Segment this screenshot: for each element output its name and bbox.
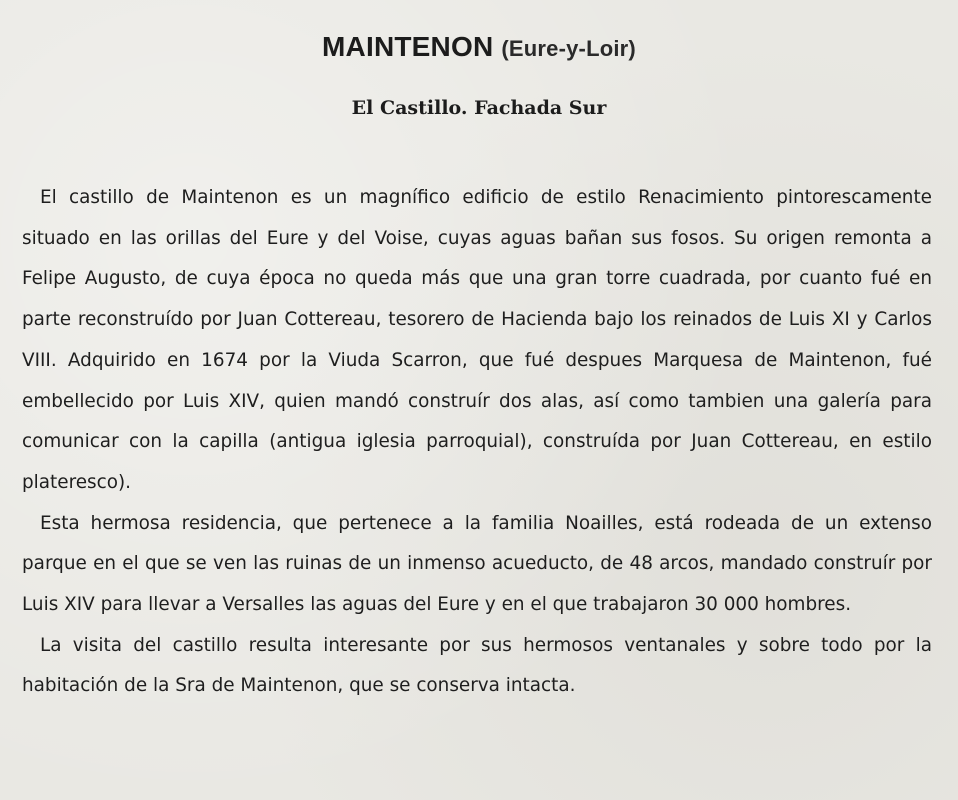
title-region: (Eure-y-Loir) [501,36,636,61]
paragraph-visit: La visita del castillo resulta interesante por sus hermosos ventanales y sobre todo por la habitación de la Sra de Maintenon, que se conserva intacta. [22,634,932,697]
body-text [22,178,932,707]
paragraph-history: El castillo de Maintenon es un magnífico edificio de estilo Renacimiento pintorescamente situado en las orillas del Eure y del Voise, cuyas aguas bañan sus fosos. Su origen remonta a Felipe Augusto, de cuya época no queda más que una gran torre cuadrada, por cuanto fué en parte reconstruído por Juan Cottereau, tesorero de Hacienda bajo los reinados de Luis XI y Carlos VIII. Adquirido en 1674 por la Viuda Scarron, que fué despues Marquesa de Maintenon, fué embellecido por Luis XIV, quien mandó construír dos alas, así como tambien una galería para comunicar con la capilla (antigua iglesia parroquial), construída por Juan Cottereau, en estilo plateresco). [22,187,932,493]
paragraph-park: Esta hermosa residencia, que pertenece a la familia Noailles, está rodeada de un extenso parque en el que se ven las ruinas de un inmenso acueducto, de 48 arcos, mandado construír por Luis XIV para llevar a Versalles las aguas del Eure y en el que trabajaron 30 000 hombres. [22,512,932,616]
page-title [0,28,958,68]
page-subtitle: El Castillo. Fachada Sur [351,97,607,119]
title-place: MAINTENON [322,31,494,62]
